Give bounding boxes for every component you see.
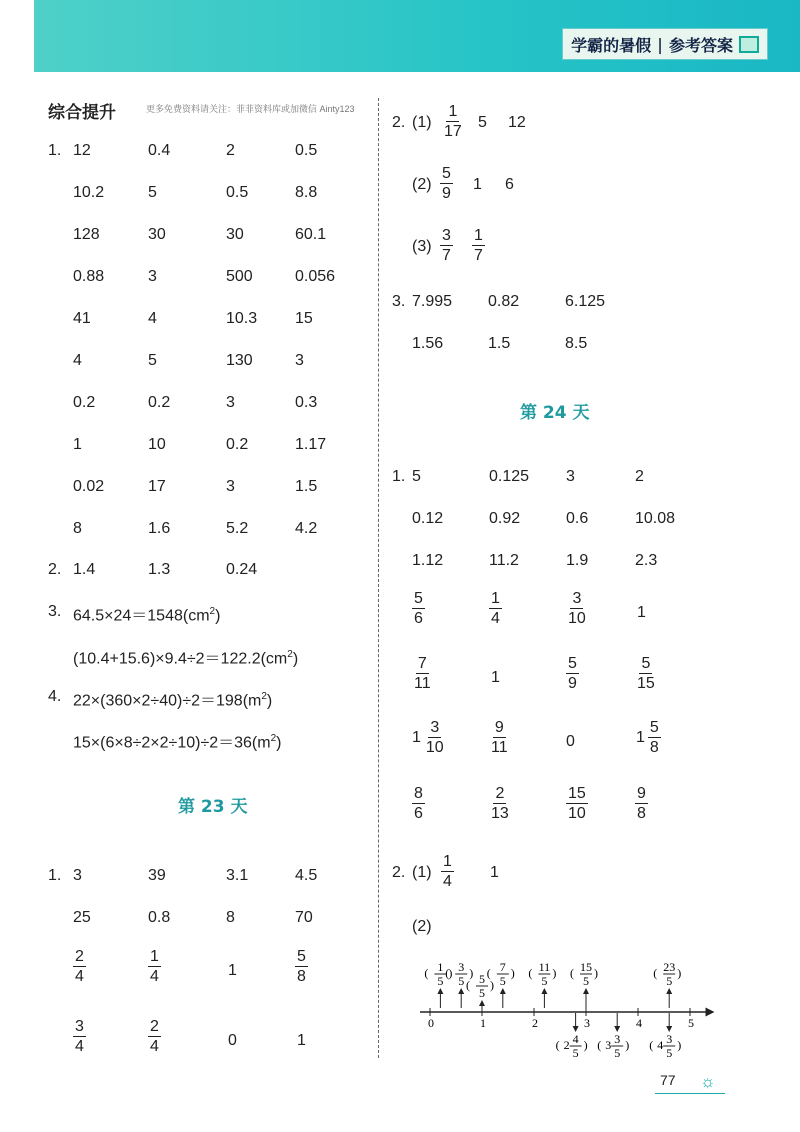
value: 0 bbox=[566, 733, 575, 750]
tick-label: 3 bbox=[584, 1016, 590, 1030]
grid-cell: 0.6 bbox=[566, 510, 589, 527]
fraction: $\frac{9}{8}$ bbox=[637, 785, 646, 822]
svg-text:): ) bbox=[625, 1038, 630, 1052]
header-subtitle: 参考答案 bbox=[668, 35, 733, 55]
q4-line1: $22\times(360\times 2\div 40)\div 2=198(m^2)$ bbox=[73, 691, 273, 710]
grid-cell: 8 bbox=[226, 909, 235, 926]
q1-label: 1. bbox=[48, 142, 62, 159]
fraction: $\frac{5}{9}$ bbox=[568, 655, 577, 692]
grid-cell: 0 bbox=[228, 1032, 237, 1049]
grid-cell: 0.88 bbox=[73, 268, 105, 285]
section-title: 综合提升 bbox=[48, 103, 116, 123]
grid-cell: 0.8 bbox=[148, 909, 171, 926]
svg-text:1: 1 bbox=[437, 960, 444, 974]
grid-cell: 8.8 bbox=[295, 184, 318, 201]
svg-text:): ) bbox=[552, 966, 557, 980]
grid-cell: 17 bbox=[148, 478, 166, 495]
q4-line2: $15\times(6\times 8\div 2\times 2\div 10)\div 2=36(m^2)$ bbox=[73, 733, 282, 752]
bottom-mixed-label bbox=[597, 1032, 629, 1060]
r-q2-p1-tag: (1) bbox=[412, 114, 432, 131]
fraction: $\frac{5}{9}$ bbox=[442, 165, 451, 202]
q2-value: 1.3 bbox=[148, 561, 171, 578]
grid-cell: 1 bbox=[637, 604, 646, 621]
svg-text:5: 5 bbox=[458, 974, 465, 988]
grid-cell: 5 bbox=[412, 468, 421, 485]
fraction: $\frac{1}{4}$ bbox=[491, 590, 500, 627]
fraction: $\frac{1}{7}$ bbox=[474, 227, 483, 264]
grid-cell: 4.2 bbox=[295, 520, 318, 537]
svg-text:): ) bbox=[594, 966, 598, 980]
grid-cell: 8 bbox=[73, 520, 82, 537]
grid-cell: 60.1 bbox=[295, 226, 327, 243]
grid-cell: 1 bbox=[228, 962, 237, 979]
svg-text:5: 5 bbox=[583, 974, 589, 988]
grid-cell: 4 bbox=[73, 352, 82, 369]
grid-cell: 1.6 bbox=[148, 520, 171, 537]
svg-text:11: 11 bbox=[538, 960, 551, 974]
grid-cell: 128 bbox=[73, 226, 100, 243]
svg-text:(: ( bbox=[445, 966, 450, 980]
grid-cell: 0.2 bbox=[226, 436, 249, 453]
svg-text:(: ( bbox=[424, 966, 429, 980]
grid-cell: 0.4 bbox=[148, 142, 171, 159]
svg-text:): ) bbox=[677, 1038, 682, 1052]
grid-cell: 5 bbox=[148, 352, 157, 369]
fraction: $\frac{15}{10}$ bbox=[568, 785, 586, 822]
day23-q1-label: 1. bbox=[48, 867, 62, 884]
svg-text:3: 3 bbox=[614, 1032, 621, 1046]
book-icon bbox=[739, 36, 759, 53]
day24-title: 第 24 天 bbox=[520, 403, 590, 423]
svg-text:(: ( bbox=[597, 1038, 602, 1052]
grid-cell: 2 bbox=[635, 468, 644, 485]
grid-cell: 1.9 bbox=[566, 552, 589, 569]
grid-cell: 4 bbox=[148, 310, 157, 327]
fraction: $\frac{1}{4}$ bbox=[150, 948, 159, 985]
svg-text:3: 3 bbox=[666, 1032, 673, 1046]
tick-label: 4 bbox=[636, 1016, 642, 1030]
grid-cell: 0.2 bbox=[148, 394, 171, 411]
grid-cell: 10.2 bbox=[73, 184, 105, 201]
svg-text:3: 3 bbox=[458, 960, 465, 974]
grid-cell: 3 bbox=[566, 468, 575, 485]
svg-text:23: 23 bbox=[663, 960, 676, 974]
day24-q1-label: 1. bbox=[392, 468, 406, 485]
mixed-number: 1 $\frac{3}{10}$ bbox=[412, 719, 444, 756]
svg-text:(: ( bbox=[528, 966, 533, 980]
grid-cell: 30 bbox=[226, 226, 244, 243]
svg-text:3: 3 bbox=[605, 1038, 612, 1052]
page-number-underline bbox=[655, 1093, 725, 1094]
fraction: $\frac{5}{6}$ bbox=[414, 590, 423, 627]
q3-line2: $(10.4+15.6)\times 9.4\div 2=122.2(cm^2)$ bbox=[73, 649, 299, 668]
r-q3-value: 6.125 bbox=[565, 293, 606, 310]
grid-cell: 41 bbox=[73, 310, 91, 327]
day23-title: 第 23 天 bbox=[178, 797, 248, 817]
svg-text:5: 5 bbox=[437, 974, 444, 988]
r-q2-p2-value: 6 bbox=[505, 176, 514, 193]
r-q3-value: 1.5 bbox=[488, 335, 511, 352]
svg-text:(: ( bbox=[555, 1038, 560, 1052]
svg-text:(: ( bbox=[570, 966, 574, 980]
header-tag: 学霸的暑假 | 参考答案 bbox=[562, 28, 768, 60]
fraction: $\frac{5}{15}$ bbox=[637, 655, 655, 692]
grid-cell: 1.12 bbox=[412, 552, 444, 569]
svg-text:5: 5 bbox=[541, 974, 548, 988]
grid-cell: 1.5 bbox=[295, 478, 318, 495]
tick-label: 1 bbox=[480, 1016, 486, 1030]
header-banner bbox=[34, 0, 800, 72]
top-fraction-label bbox=[570, 960, 598, 988]
r-q3-label: 3. bbox=[392, 293, 406, 310]
grid-cell: 0.5 bbox=[226, 184, 249, 201]
svg-text:5: 5 bbox=[614, 1046, 621, 1060]
fraction: $\frac{3}{7}$ bbox=[442, 227, 451, 264]
svg-text:): ) bbox=[490, 978, 494, 992]
r-q2-p2-tag: (2) bbox=[412, 176, 432, 193]
fraction: $\frac{3}{4}$ bbox=[75, 1018, 84, 1055]
svg-text:5: 5 bbox=[666, 1046, 673, 1060]
fraction: $\frac{2}{4}$ bbox=[75, 948, 84, 985]
grid-cell: 3 bbox=[226, 394, 235, 411]
fraction: $\frac{1}{17}$ bbox=[444, 103, 462, 140]
q3-line1: $64.5\times 24=1548(cm^2)$ bbox=[73, 606, 221, 625]
r-q2-p1-value: 12 bbox=[508, 114, 526, 131]
grid-cell: 3 bbox=[226, 478, 235, 495]
svg-text:(: ( bbox=[466, 978, 470, 992]
grid-cell: 15 bbox=[295, 310, 313, 327]
bottom-mixed-label bbox=[556, 1032, 588, 1060]
fraction: $\frac{9}{11}$ bbox=[491, 719, 508, 756]
fraction: $\frac{2}{13}$ bbox=[491, 785, 509, 822]
grid-cell: 25 bbox=[73, 909, 91, 926]
svg-text:7: 7 bbox=[499, 960, 506, 974]
bottom-mixed-label bbox=[649, 1032, 681, 1060]
grid-cell: 1 bbox=[297, 1032, 306, 1049]
fraction: $\frac{7}{11}$ bbox=[414, 655, 431, 692]
r-q2-p3-tag: (3) bbox=[412, 238, 432, 255]
fraction: $\frac{3}{10}$ bbox=[568, 590, 586, 627]
grid-cell: 4.5 bbox=[295, 867, 318, 884]
grid-cell: 10 bbox=[148, 436, 166, 453]
grid-cell: 0.056 bbox=[295, 268, 336, 285]
grid-cell: 10.3 bbox=[226, 310, 258, 327]
q2-label: 2. bbox=[48, 561, 62, 578]
top-fraction-label bbox=[653, 960, 681, 988]
grid-cell: 30 bbox=[148, 226, 166, 243]
grid-cell: 39 bbox=[148, 867, 166, 884]
grid-cell: 1 bbox=[491, 669, 500, 686]
d24-q2-label: 2. bbox=[392, 864, 406, 881]
grid-cell: 3 bbox=[148, 268, 157, 285]
svg-text:5: 5 bbox=[479, 972, 485, 986]
grid-cell: 1.17 bbox=[295, 436, 327, 453]
tick-label: 2 bbox=[532, 1016, 538, 1030]
grid-cell: 0.92 bbox=[489, 510, 521, 527]
q2-value: 0.24 bbox=[226, 561, 258, 578]
svg-text:): ) bbox=[677, 966, 682, 980]
fraction: $\frac{8}{6}$ bbox=[414, 785, 423, 822]
svg-text:4: 4 bbox=[657, 1038, 664, 1052]
r-q3-value: 1.56 bbox=[412, 335, 444, 352]
r-q3-value: 7.995 bbox=[412, 293, 453, 310]
grid-cell: 2.3 bbox=[635, 552, 658, 569]
r-q3-value: 8.5 bbox=[565, 335, 588, 352]
r-q2-label: 2. bbox=[392, 114, 406, 131]
grid-cell: 12 bbox=[73, 142, 91, 159]
grid-cell: 0.3 bbox=[295, 394, 318, 411]
sun-icon: ☼ bbox=[700, 1072, 716, 1091]
svg-text:(: ( bbox=[653, 966, 658, 980]
r-q2-p1-value: 5 bbox=[478, 114, 487, 131]
r-q3-value: 0.82 bbox=[488, 293, 520, 310]
grid-cell: 10.08 bbox=[635, 510, 676, 527]
grid-cell: 130 bbox=[226, 352, 253, 369]
page-number: 77 bbox=[660, 1072, 676, 1088]
svg-text:5: 5 bbox=[499, 974, 506, 988]
grid-cell: 0.2 bbox=[73, 394, 96, 411]
grid-cell: 3 bbox=[73, 867, 82, 884]
svg-text:): ) bbox=[448, 966, 453, 980]
svg-text:5: 5 bbox=[572, 1046, 579, 1060]
svg-text:2: 2 bbox=[563, 1038, 570, 1052]
grid-cell: 70 bbox=[295, 909, 313, 926]
grid-cell: 3.1 bbox=[226, 867, 249, 884]
svg-text:4: 4 bbox=[572, 1032, 579, 1046]
grid-cell: 11.2 bbox=[489, 552, 519, 569]
svg-text:5: 5 bbox=[479, 986, 485, 1000]
grid-cell: 0.12 bbox=[412, 510, 444, 527]
mixed-number: 1 $\frac{5}{8}$ bbox=[636, 719, 659, 756]
svg-text:): ) bbox=[583, 1038, 588, 1052]
d24-q2-p1-tag: (1) bbox=[412, 864, 432, 881]
column-divider bbox=[378, 98, 379, 1058]
svg-text:(: ( bbox=[486, 966, 491, 980]
q4-label: 4. bbox=[48, 688, 62, 705]
svg-text:(: ( bbox=[649, 1038, 654, 1052]
header-title: 学霸的暑假 bbox=[571, 35, 652, 55]
svg-text:): ) bbox=[510, 966, 515, 980]
grid-cell: 5.2 bbox=[226, 520, 249, 537]
top-fraction-label bbox=[528, 960, 556, 988]
tick-label: 5 bbox=[688, 1016, 694, 1030]
grid-cell: 0.5 bbox=[295, 142, 318, 159]
grid-cell: 2 bbox=[226, 142, 235, 159]
fraction: $\frac{5}{8}$ bbox=[297, 948, 306, 985]
d24-q2-p2-tag: (2) bbox=[412, 918, 432, 935]
grid-cell: 0.02 bbox=[73, 478, 105, 495]
fraction: $\frac{1}{4}$ bbox=[443, 853, 452, 890]
grid-cell: 5 bbox=[148, 184, 157, 201]
number-line bbox=[410, 955, 720, 1065]
grid-cell: 1 bbox=[73, 436, 82, 453]
d24-q2-p1-value: 1 bbox=[490, 864, 499, 881]
fraction: $\frac{2}{4}$ bbox=[150, 1018, 159, 1055]
watermark-note: 更多免费资料请关注：菲菲资料库或加微信 Ainty123 bbox=[146, 104, 355, 114]
svg-text:): ) bbox=[469, 966, 474, 980]
svg-text:5: 5 bbox=[666, 974, 673, 988]
tick-label: 0 bbox=[428, 1016, 434, 1030]
grid-cell: 0.125 bbox=[489, 468, 530, 485]
r-q2-p2-value: 1 bbox=[473, 176, 482, 193]
q3-label: 3. bbox=[48, 603, 62, 620]
q2-value: 1.4 bbox=[73, 561, 96, 578]
grid-cell: 3 bbox=[295, 352, 304, 369]
svg-text:15: 15 bbox=[580, 960, 592, 974]
grid-cell: 500 bbox=[226, 268, 253, 285]
